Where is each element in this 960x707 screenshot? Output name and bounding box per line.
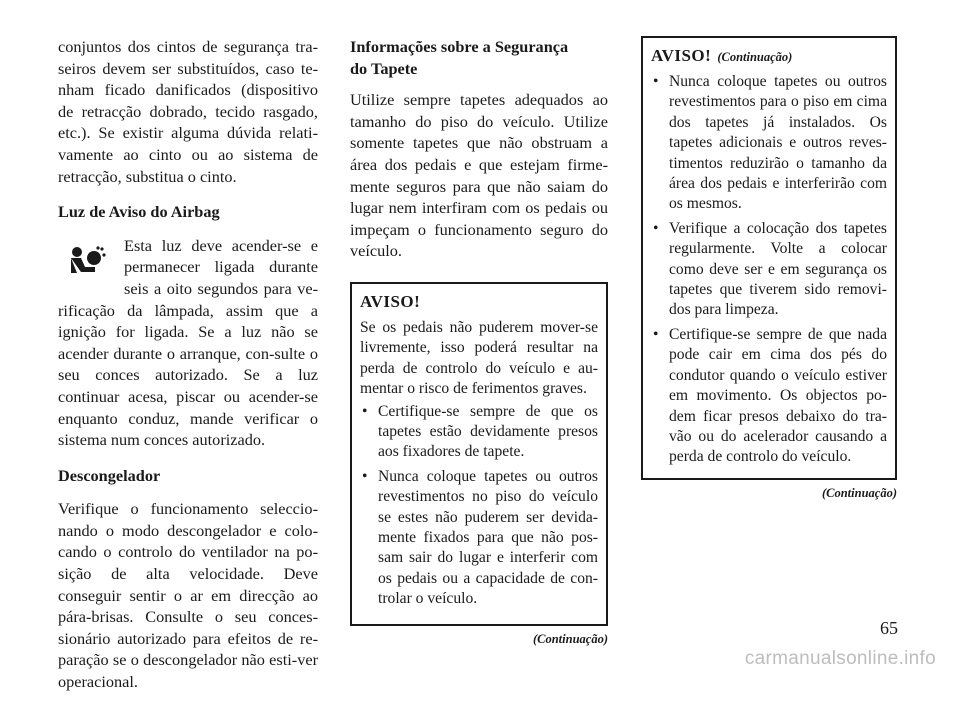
list-item: • Certifique-se sempre de que nada pode cair em cima dos pés do condutor quando o veículo estiver em movimento. Os objectos po-dem ficar presos debaixo do tra-vão ou do acelerador causando a perda de controlo do veículo.	[651, 325, 887, 468]
airbag-paragraph: Esta luz deve acender-se e permanecer ligada durante seis a oito segundos para ve-rificação da lâmpada, assim que a ignição for ligada. Se a luz não se acender durante o arranque, con-sulte o seu conces autorizado. Se a luz continuar acesa, piscar ou acender-se enquanto conduz, mande verificar o sistema num conces autorizado.	[58, 235, 318, 450]
mat-intro-paragraph: Utilize sempre tapetes adequados ao tamanho do piso do veículo. Utilize somente tapetes que não obstruam a área dos pedais e que estejam firme-mente seguros para que não saiam do lugar nem interfiram com os pedais ou impeçam o funcionamento seguro do veículo.	[350, 90, 608, 261]
watermark: carmanualsonline.info	[744, 648, 936, 669]
column-middle	[350, 36, 608, 647]
warning-title: AVISO!	[360, 291, 421, 311]
defrost-paragraph: Verifique o funcionamento seleccio-nando o modo descongelador e colo-cando o controlo do ventilador na po-sição de alta velocidade. Deve conseguir sentir o ar em direcção ao pára-brisas. Consulte o seu conces-sionário autorizado para efeitos de re-paração se o descongelador não esti-ver operacional.	[58, 499, 318, 692]
list-item: • Nunca coloque tapetes ou outros revestimentos no piso do veículo se estes não puderem ser devida-mente fixados para que não pos-sam sair do lugar e interferir com os pedais ou a capacidade de con-trolar o veículo.	[360, 467, 598, 610]
defrost-heading: Descongelador	[58, 465, 161, 485]
continued-note: (Continuação)	[532, 631, 608, 646]
warning-title-text: AVISO!	[651, 46, 712, 65]
warning-list	[651, 72, 887, 468]
column-left	[58, 36, 318, 707]
airbag-warning-icon	[58, 235, 116, 299]
mat-safety-heading	[350, 36, 608, 79]
warning-lead: Se os pedais não puderem mover-se livremente, isso poderá resultar na perda de controlo do veículo e au-mentar o risco de ferimentos graves.	[360, 318, 598, 398]
seatbelt-paragraph: conjuntos dos cintos de segurança tra-seiros devem ser substituídos, caso te-nham ficado danificados (dispositivo de retracção dobrado, tecido rasgado, etc.). Se existir alguma dúvida relati-vamente ao cinto ou ao sistema de retracção, substitua o cinto.	[58, 37, 318, 186]
warning-box	[350, 282, 608, 626]
warning-title-continued: (Continuação)	[717, 50, 793, 64]
airbag-section	[58, 235, 318, 451]
list-item: • Nunca coloque tapetes ou outros revestimentos para o piso em cima dos tapetes já instalados. Os tapetes adicionais e outros reves-timentos reduzirão o tamanho da área dos pedais e interferirão com os mesmos.	[651, 72, 887, 215]
column-right	[641, 36, 897, 501]
page-number: 65	[880, 618, 898, 638]
list-item: • Verifique a colocação dos tapetes regularmente. Volte a colocar como deve ser e em segurança os tapetes que tiverem sido removi-dos para limpeza.	[651, 219, 887, 321]
warning-title	[651, 46, 887, 66]
mat-heading-line2: do Tapete	[350, 58, 418, 78]
warning-box-continued	[641, 36, 897, 480]
warning-list	[360, 402, 598, 610]
mat-heading-line1: Informações sobre a Segurança	[350, 37, 569, 56]
airbag-heading: Luz de Aviso do Airbag	[58, 202, 220, 222]
continued-note: (Continuação)	[821, 485, 897, 500]
list-item: • Certifique-se sempre de que os tapetes estão devidamente presos aos fixadores de tapete.	[360, 402, 598, 463]
